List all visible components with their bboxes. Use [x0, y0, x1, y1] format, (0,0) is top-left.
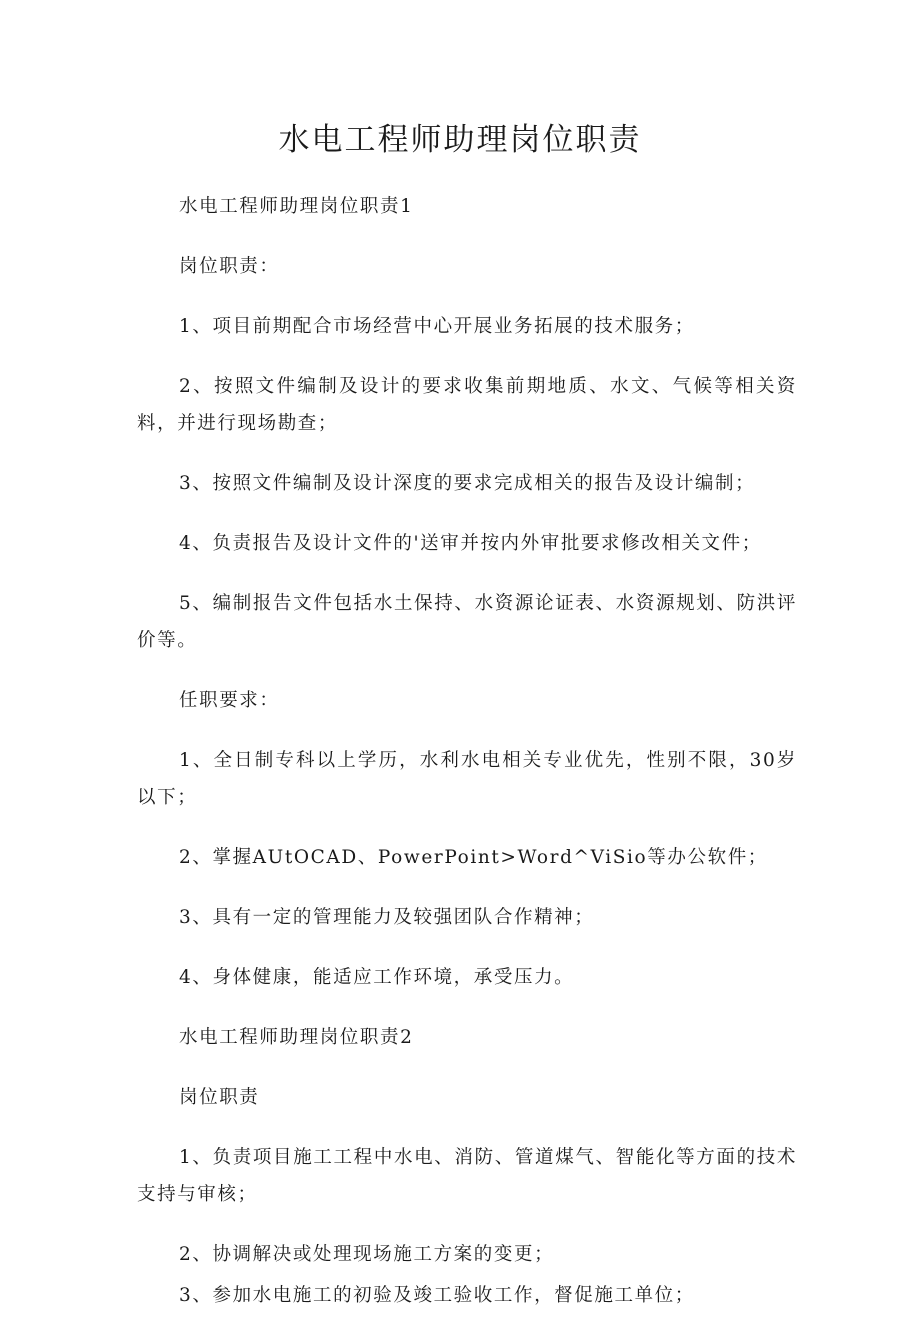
list-item: 1、全日制专科以上学历，水利水电相关专业优先，性别不限，30岁以下；	[137, 750, 797, 808]
list-item: 4、负责报告及设计文件的'送审并按内外审批要求修改相关文件；	[179, 533, 762, 554]
subheading-requirements: 任职要求：	[179, 690, 280, 711]
list-item: 3、参加水电施工的初验及竣工验收工作，督促施工单位；	[179, 1285, 695, 1306]
section-heading-2: 水电工程师助理岗位职责2	[179, 1027, 414, 1048]
list-item: 2、协调解决或处理现场施工方案的变更；	[179, 1244, 555, 1265]
list-item: 3、按照文件编制及设计深度的要求完成相关的报告及设计编制；	[179, 473, 756, 494]
list-item: 1、项目前期配合市场经营中心开展业务拓展的技术服务；	[179, 316, 695, 337]
list-item: 3、具有一定的管理能力及较强团队合作精神；	[179, 907, 595, 928]
subheading-duties: 岗位职责	[179, 1087, 260, 1108]
subheading-duties: 岗位职责：	[179, 256, 280, 277]
list-item: 2、按照文件编制及设计的要求收集前期地质、水文、气候等相关资料，并进行现场勘查；	[137, 376, 797, 434]
list-item: 5、编制报告文件包括水土保持、水资源论证表、水资源规划、防洪评价等。	[137, 593, 797, 651]
section-heading-1: 水电工程师助理岗位职责1	[179, 196, 414, 217]
list-item: 1、负责项目施工工程中水电、消防、管道煤气、智能化等方面的技术支持与审核；	[137, 1147, 797, 1205]
document-title: 水电工程师助理岗位职责	[278, 122, 642, 158]
list-item: 2、掌握AUtOCAD、PowerPoint>Word^ViSio等办公软件；	[179, 847, 768, 868]
list-item: 4、身体健康，能适应工作环境，承受压力。	[179, 967, 575, 988]
document-body	[137, 188, 797, 1337]
